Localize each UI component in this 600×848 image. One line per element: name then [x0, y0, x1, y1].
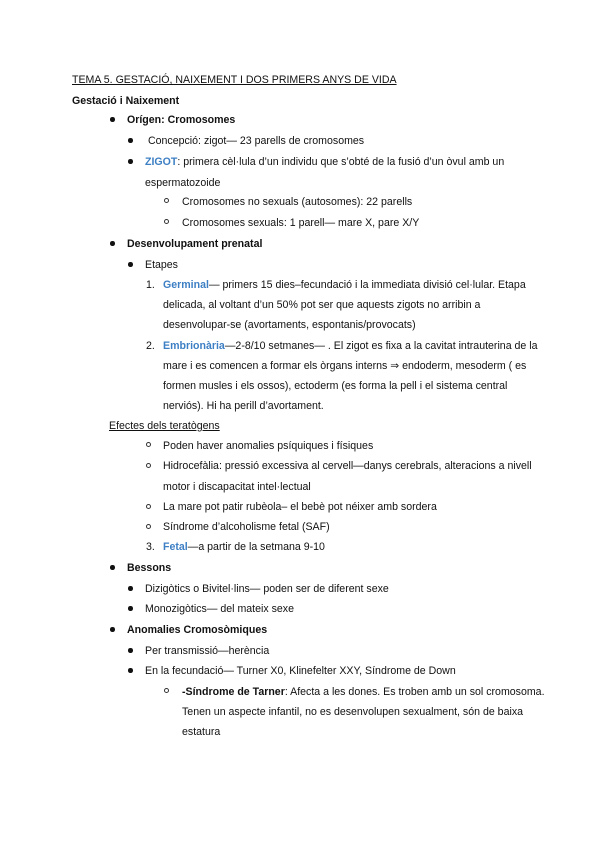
circle-bullet-icon [164, 198, 169, 203]
hidrocefalia-text-2: motor i discapacitat intel·lectual [163, 481, 311, 493]
item-anomalies-psiquiques: Poden haver anomalies psíquiques i físiques [163, 440, 374, 452]
list-number: 1. [146, 279, 155, 291]
circle-bullet-icon [164, 219, 169, 224]
item-etapes: Etapes [145, 259, 178, 271]
tarner-text-2: Tenen un aspecte infantil, no es desenvolupen sexualment, són de baixa [182, 706, 524, 718]
heading-bessons: Bessons [127, 562, 172, 574]
germinal-text-2: delicada, al voltant d’un 50% pot ser que aquests zigots no arribin a [163, 299, 481, 311]
item-tarner [182, 685, 545, 699]
item-concepcio: Concepció: zigot— 23 parells de cromosomes [148, 135, 365, 147]
list-number: 2. [146, 340, 155, 352]
bullet-icon [128, 159, 133, 164]
list-number: 3. [146, 541, 155, 553]
page-title: TEMA 5. GESTACIÓ, NAIXEMENT I DOS PRIMERS ANYS DE VIDA [72, 74, 397, 86]
tarner-text-1: : Afecta a les dones. Es troben amb un sol cromosoma. [284, 686, 545, 698]
item-transmissio: Per transmissió—herència [145, 645, 270, 657]
germinal-text-1: — primers 15 dies–fecundació i la immediata divisió cel·lular. Etapa [208, 279, 526, 291]
heading-prenatal: Desenvolupament prenatal [127, 238, 263, 250]
item-monozigotics: Monozigòtics— del mateix sexe [145, 603, 294, 615]
bullet-icon [128, 586, 133, 591]
item-autosomes: Cromosomes no sexuals (autosomes): 22 parells [182, 196, 413, 208]
embrio-text-4: nerviós). Hi ha perill d’avortament. [163, 400, 324, 412]
bullet-icon [128, 648, 133, 653]
germinal-text-3: desenvolupar-se (avortaments, espontanis/provocats) [163, 319, 416, 331]
term-fetal: Fetal [163, 541, 188, 553]
heading-anomalies: Anomalies Cromosòmiques [127, 624, 268, 636]
term-tarner: -Síndrome de Tarner [182, 686, 285, 698]
heading-origen: Orígen: Cromosomes [127, 114, 236, 126]
zigot-text-2: espermatozoide [145, 177, 221, 189]
circle-bullet-icon [146, 524, 151, 529]
term-embrionaria: Embrionària [163, 340, 225, 352]
circle-bullet-icon [146, 463, 151, 468]
section-heading-gestacio: Gestació i Naixement [72, 95, 180, 107]
embrio-text-1: —2-8/10 setmanes— . El zigot es fixa a la cavitat intrauterina de la [224, 340, 538, 352]
circle-bullet-icon [164, 688, 169, 693]
item-dizigotics: Dizigòtics o Bivitel·lins— poden ser de diferent sexe [145, 583, 389, 595]
bullet-icon [110, 241, 115, 246]
bullet-icon [128, 262, 133, 267]
bullet-icon [128, 138, 133, 143]
bullet-icon [128, 668, 133, 673]
fetal-text: —a partir de la setmana 9-10 [187, 541, 325, 553]
bullet-icon [110, 627, 115, 632]
item-hidrocefalia: Hidrocefàlia: pressió excessiva al cervell—danys cerebrals, alteracions a nivell [163, 460, 532, 472]
embrio-text-3: formen musles i els ossos), ectoderm (es forma la pell i el sistema central [163, 380, 508, 392]
tarner-text-3: estatura [182, 726, 221, 738]
heading-teratogens: Efectes dels teratògens [109, 420, 220, 432]
embrio-text-2: mare i es comencen a formar els òrgans interns ⇒ endoderm, mesoderm ( es [163, 360, 527, 372]
item-saf: Síndrome d’alcoholisme fetal (SAF) [163, 521, 330, 533]
item-fetal [163, 540, 325, 554]
circle-bullet-icon [146, 504, 151, 509]
item-germinal [163, 278, 526, 292]
zigot-text-1: : primera cèl·lula d’un individu que s’obté de la fusió d’un òvul amb un [177, 156, 505, 168]
bullet-icon [110, 565, 115, 570]
circle-bullet-icon [146, 442, 151, 447]
bullet-icon [128, 606, 133, 611]
item-sexuals: Cromosomes sexuals: 1 parell— mare X, pare X/Y [182, 217, 420, 229]
item-embrionaria [163, 339, 538, 353]
item-fecundacio: En la fecundació— Turner X0, Klinefelter XXY, Síndrome de Down [145, 665, 456, 677]
term-germinal: Germinal [163, 279, 209, 291]
item-zigot [145, 155, 504, 169]
bullet-icon [110, 117, 115, 122]
term-zigot: ZIGOT [145, 156, 178, 168]
item-rubeola: La mare pot patir rubèola– el bebè pot néixer amb sordera [163, 501, 437, 513]
